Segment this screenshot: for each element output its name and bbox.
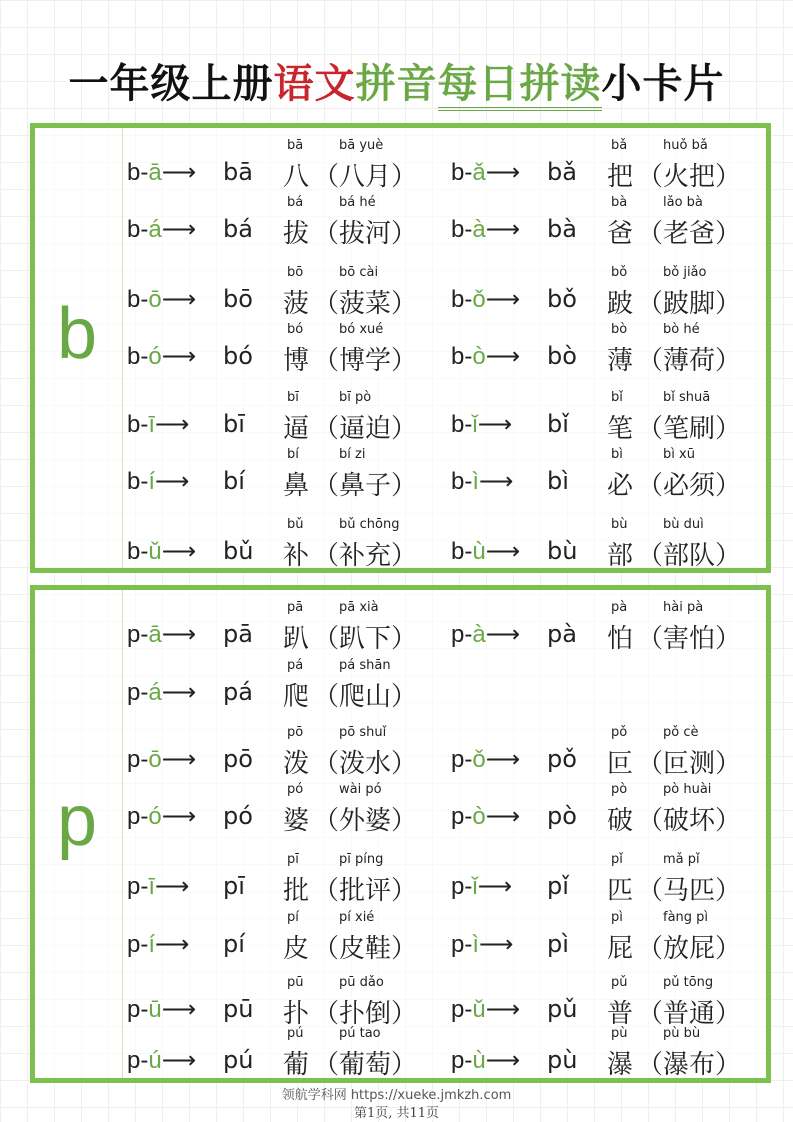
char-pinyin: pì (611, 910, 623, 925)
arrow-icon: ⟶ (161, 746, 197, 773)
arrow-icon: ⟶ (477, 411, 513, 438)
vowel: í (148, 468, 156, 495)
syllable: bǎ (547, 158, 577, 186)
initial: b- (451, 286, 473, 313)
arrow-icon: ⟶ (479, 931, 514, 958)
word: （害怕） (637, 624, 742, 654)
word: （马匹） (637, 876, 742, 906)
word-pinyin: bó xué (339, 322, 384, 337)
word: （逼迫） (313, 414, 418, 444)
character: 拔 (283, 219, 310, 249)
word-pinyin: bǒ jiǎo (663, 265, 707, 280)
word-pinyin: bǐ shuā (663, 390, 711, 405)
initial: b- (127, 216, 149, 243)
arrow-icon: ⟶ (155, 931, 190, 958)
word: （部队） (637, 541, 742, 571)
spelling (127, 410, 189, 439)
char-pinyin: bǔ (287, 517, 304, 532)
syllable: pū (223, 995, 254, 1023)
word-pinyin: bì xū (663, 447, 695, 462)
word-pinyin: pò huài (663, 782, 712, 797)
syllable: bǒ (547, 285, 577, 313)
word-pinyin: huǒ bǎ (663, 138, 708, 153)
syllable: pō (223, 745, 253, 773)
vowel: ǔ (148, 538, 162, 565)
char-pinyin: pó (287, 782, 304, 797)
spelling (127, 995, 196, 1024)
char-pinyin: pí (287, 910, 299, 925)
arrow-icon: ⟶ (479, 468, 514, 495)
char-pinyin: pú (287, 1026, 304, 1041)
initial: p- (127, 803, 149, 830)
arrow-icon: ⟶ (161, 159, 197, 186)
title-part: 一年级上册 (68, 60, 274, 107)
word: （趴下） (313, 624, 418, 654)
character: 笔 (607, 414, 634, 444)
char-pinyin: pǐ (611, 852, 623, 867)
spelling (451, 995, 520, 1024)
character: 把 (607, 162, 634, 192)
arrow-icon: ⟶ (161, 343, 197, 370)
vowel: ī (148, 873, 156, 900)
word: （爬山） (313, 682, 418, 712)
word-pinyin: mǎ pǐ (663, 852, 700, 867)
char-pinyin: pā (287, 600, 304, 615)
vowel: ō (148, 746, 162, 773)
char-pinyin: bò (611, 322, 628, 337)
word-pinyin: bá hé (339, 195, 376, 210)
char-pinyin: bà (611, 195, 628, 210)
word: （火把） (637, 162, 742, 192)
initial: b- (451, 468, 473, 495)
character: 破 (607, 806, 634, 836)
character: 趴 (283, 624, 310, 654)
spelling (127, 1046, 196, 1075)
footer-site: 领航学科网 https://xueke.jmkzh.com (281, 1088, 512, 1103)
vowel: à (472, 216, 486, 243)
vowel: ú (148, 1047, 162, 1074)
syllable: pù (547, 1046, 578, 1074)
spelling (127, 745, 196, 774)
initial: p- (127, 1047, 149, 1074)
word-pinyin: pú tao (339, 1026, 381, 1041)
word: （皮鞋） (313, 934, 418, 964)
initial: b- (451, 159, 473, 186)
arrow-icon: ⟶ (485, 621, 521, 648)
spelling (451, 467, 513, 496)
syllable: pī (223, 872, 245, 900)
word: （八月） (313, 162, 418, 192)
word-pinyin: pù bù (663, 1026, 701, 1041)
word: （跛脚） (637, 289, 742, 319)
char-pinyin: pō (287, 725, 304, 740)
vowel: ù (472, 538, 486, 565)
initial: b- (127, 538, 149, 565)
spelling (451, 215, 520, 244)
initial: p- (451, 621, 473, 648)
initial: p- (451, 746, 473, 773)
vowel: ó (148, 343, 162, 370)
vowel: í (148, 931, 156, 958)
syllable: bǐ (547, 410, 569, 438)
word: （补充） (313, 541, 418, 571)
character: 爸 (607, 219, 634, 249)
arrow-icon: ⟶ (485, 343, 521, 370)
character: 八 (283, 162, 310, 192)
syllable: pā (223, 620, 253, 648)
footer-page: 第1页, 共11页 (353, 1106, 440, 1121)
word: （拔河） (313, 219, 418, 249)
word-pinyin: pǔ tōng (663, 975, 714, 990)
vowel: ō (148, 286, 162, 313)
word: （菠菜） (313, 289, 418, 319)
spelling (451, 745, 520, 774)
initial: p- (127, 873, 149, 900)
word: （破坏） (637, 806, 742, 836)
vowel: ò (472, 803, 486, 830)
divider (122, 590, 123, 1078)
syllable: pí (223, 930, 245, 958)
vowel: ì (472, 468, 480, 495)
char-pinyin: pǔ (611, 975, 628, 990)
word-pinyin: bù duì (663, 517, 704, 532)
arrow-icon: ⟶ (161, 996, 197, 1023)
word: （笔刷） (637, 414, 742, 444)
char-pinyin: bì (611, 447, 623, 462)
word-pinyin: bī pò (339, 390, 372, 405)
title-part: 小卡片 (601, 60, 725, 107)
spelling (127, 872, 189, 901)
character: 叵 (607, 749, 634, 779)
spelling (127, 620, 196, 649)
arrow-icon: ⟶ (485, 1047, 521, 1074)
word-pinyin: pō shuǐ (339, 725, 387, 740)
arrow-icon: ⟶ (485, 159, 521, 186)
char-pinyin: pà (611, 600, 628, 615)
spelling (127, 158, 196, 187)
word: （批评） (313, 876, 418, 906)
vowel: ǒ (472, 286, 486, 313)
word-pinyin: pā xià (339, 600, 379, 615)
arrow-icon: ⟶ (161, 621, 197, 648)
syllable: bā (223, 158, 253, 186)
word: （扑倒） (313, 999, 418, 1029)
initial: p- (451, 803, 473, 830)
word: （泼水） (313, 749, 418, 779)
vowel: ù (472, 1047, 486, 1074)
spelling (451, 285, 520, 314)
initial: p- (451, 1047, 473, 1074)
character: 跛 (607, 289, 634, 319)
initial: p- (451, 873, 473, 900)
character: 瀑 (607, 1050, 634, 1080)
word: （叵测） (637, 749, 742, 779)
title-part: 拼音 (355, 60, 438, 107)
syllable: bí (223, 467, 245, 495)
spelling (451, 1046, 520, 1075)
arrow-icon: ⟶ (161, 286, 197, 313)
character: 批 (283, 876, 310, 906)
character: 爬 (283, 682, 310, 712)
word-pinyin: bò hé (663, 322, 700, 337)
syllable: bī (223, 410, 245, 438)
character: 薄 (607, 346, 634, 376)
spelling (451, 537, 520, 566)
title-part: 每日拼读 (438, 60, 602, 111)
initial: b- (127, 468, 149, 495)
title-part: 语文 (273, 60, 356, 107)
spelling (127, 930, 189, 959)
arrow-icon: ⟶ (485, 996, 521, 1023)
char-pinyin: bō (287, 265, 304, 280)
initial: p- (127, 679, 149, 706)
initial: p- (451, 996, 473, 1023)
vowel: á (148, 216, 162, 243)
card-letter: p (57, 781, 98, 861)
syllable: pǔ (547, 995, 578, 1023)
arrow-icon: ⟶ (155, 411, 190, 438)
word-pinyin: pū dǎo (339, 975, 384, 990)
word: （必须） (637, 471, 742, 501)
word-pinyin: hài pà (663, 600, 704, 615)
vowel: á (148, 679, 162, 706)
spelling (451, 342, 520, 371)
character: 怕 (607, 624, 634, 654)
arrow-icon: ⟶ (477, 873, 513, 900)
word-pinyin: pí xié (339, 910, 375, 925)
char-pinyin: bǐ (611, 390, 623, 405)
word-pinyin: bǔ chōng (339, 517, 400, 532)
character: 逼 (283, 414, 310, 444)
vowel: ǒ (472, 746, 486, 773)
word: （葡萄） (313, 1050, 418, 1080)
word: （老爸） (637, 219, 742, 249)
vowel: ó (148, 803, 162, 830)
arrow-icon: ⟶ (485, 286, 521, 313)
initial: b- (451, 411, 473, 438)
character: 必 (607, 471, 634, 501)
syllable: bù (547, 537, 578, 565)
char-pinyin: pǒ (611, 725, 628, 740)
syllable: bì (547, 467, 569, 495)
character: 博 (283, 346, 310, 376)
syllable: bō (223, 285, 253, 313)
char-pinyin: pò (611, 782, 628, 797)
card-b (30, 123, 771, 573)
vowel: à (472, 621, 486, 648)
word: （普通） (637, 999, 742, 1029)
syllable: pò (547, 802, 577, 830)
initial: b- (451, 343, 473, 370)
character: 扑 (283, 999, 310, 1029)
spelling (127, 342, 196, 371)
syllable: pǐ (547, 872, 569, 900)
spelling (451, 872, 512, 901)
word-pinyin: pá shān (339, 658, 391, 673)
word-pinyin: lǎo bà (663, 195, 703, 210)
initial: p- (127, 746, 149, 773)
initial: p- (127, 996, 149, 1023)
initial: b- (127, 159, 149, 186)
spelling (127, 285, 196, 314)
spelling (451, 158, 520, 187)
character: 鼻 (283, 471, 310, 501)
char-pinyin: bǒ (611, 265, 628, 280)
word-pinyin: pǒ cè (663, 725, 699, 740)
arrow-icon: ⟶ (485, 538, 521, 565)
syllable: bó (223, 342, 253, 370)
initial: p- (451, 931, 473, 958)
initial: b- (127, 343, 149, 370)
vowel: ū (148, 996, 162, 1023)
arrow-icon: ⟶ (161, 679, 197, 706)
word: （博学） (313, 346, 418, 376)
arrow-icon: ⟶ (161, 538, 197, 565)
syllable: bǔ (223, 537, 254, 565)
character: 菠 (283, 289, 310, 319)
character: 皮 (283, 934, 310, 964)
char-pinyin: bó (287, 322, 304, 337)
vowel: ǐ (472, 411, 478, 438)
char-pinyin: pī (287, 852, 299, 867)
vowel: ì (472, 931, 480, 958)
char-pinyin: bā (287, 138, 304, 153)
word-pinyin: bí zi (339, 447, 366, 462)
character: 葡 (283, 1050, 310, 1080)
character: 部 (607, 541, 634, 571)
arrow-icon: ⟶ (161, 216, 197, 243)
word-pinyin: bō cài (339, 265, 379, 280)
spelling (127, 537, 196, 566)
vowel: ī (148, 411, 156, 438)
vowel: ò (472, 343, 486, 370)
arrow-icon: ⟶ (161, 1047, 197, 1074)
word: （瀑布） (637, 1050, 742, 1080)
divider (122, 128, 123, 568)
syllable: pó (223, 802, 253, 830)
word: （放屁） (637, 934, 742, 964)
char-pinyin: pá (287, 658, 304, 673)
syllable: pǒ (547, 745, 577, 773)
char-pinyin: bǎ (611, 138, 628, 153)
initial: b- (127, 411, 149, 438)
spelling (127, 802, 196, 831)
spelling (127, 215, 196, 244)
spelling (127, 678, 196, 707)
arrow-icon: ⟶ (155, 468, 190, 495)
vowel: ǔ (472, 996, 486, 1023)
char-pinyin: pū (287, 975, 304, 990)
word: （鼻子） (313, 471, 418, 501)
syllable: pú (223, 1046, 254, 1074)
spelling (127, 467, 189, 496)
character: 泼 (283, 749, 310, 779)
arrow-icon: ⟶ (485, 803, 521, 830)
char-pinyin: bī (287, 390, 299, 405)
syllable: bá (223, 215, 253, 243)
syllable: pì (547, 930, 569, 958)
initial: p- (127, 621, 149, 648)
vowel: ǎ (472, 159, 486, 186)
char-pinyin: pù (611, 1026, 628, 1041)
syllable: pà (547, 620, 577, 648)
vowel: ā (148, 621, 162, 648)
initial: b- (451, 538, 473, 565)
character: 补 (283, 541, 310, 571)
character: 普 (607, 999, 634, 1029)
syllable: bà (547, 215, 577, 243)
spelling (451, 802, 520, 831)
word-pinyin: bā yuè (339, 138, 384, 153)
page-title (0, 52, 793, 109)
char-pinyin: bá (287, 195, 304, 210)
spelling (451, 930, 513, 959)
arrow-icon: ⟶ (155, 873, 190, 900)
character: 屁 (607, 934, 634, 964)
char-pinyin: bí (287, 447, 299, 462)
initial: b- (127, 286, 149, 313)
character: 婆 (283, 806, 310, 836)
arrow-icon: ⟶ (485, 216, 521, 243)
word-pinyin: pī píng (339, 852, 384, 867)
word: （薄荷） (637, 346, 742, 376)
vowel: ā (148, 159, 162, 186)
initial: p- (127, 931, 149, 958)
card-p (30, 585, 771, 1083)
arrow-icon: ⟶ (485, 746, 521, 773)
word-pinyin: wài pó (339, 782, 382, 797)
vowel: ǐ (472, 873, 478, 900)
syllable: pá (223, 678, 253, 706)
char-pinyin: bù (611, 517, 628, 532)
word-pinyin: fàng pì (663, 910, 709, 925)
initial: b- (451, 216, 473, 243)
spelling (451, 410, 512, 439)
arrow-icon: ⟶ (161, 803, 197, 830)
character: 匹 (607, 876, 634, 906)
spelling (451, 620, 520, 649)
syllable: bò (547, 342, 577, 370)
word: （外婆） (313, 806, 418, 836)
card-letter: b (57, 294, 98, 374)
